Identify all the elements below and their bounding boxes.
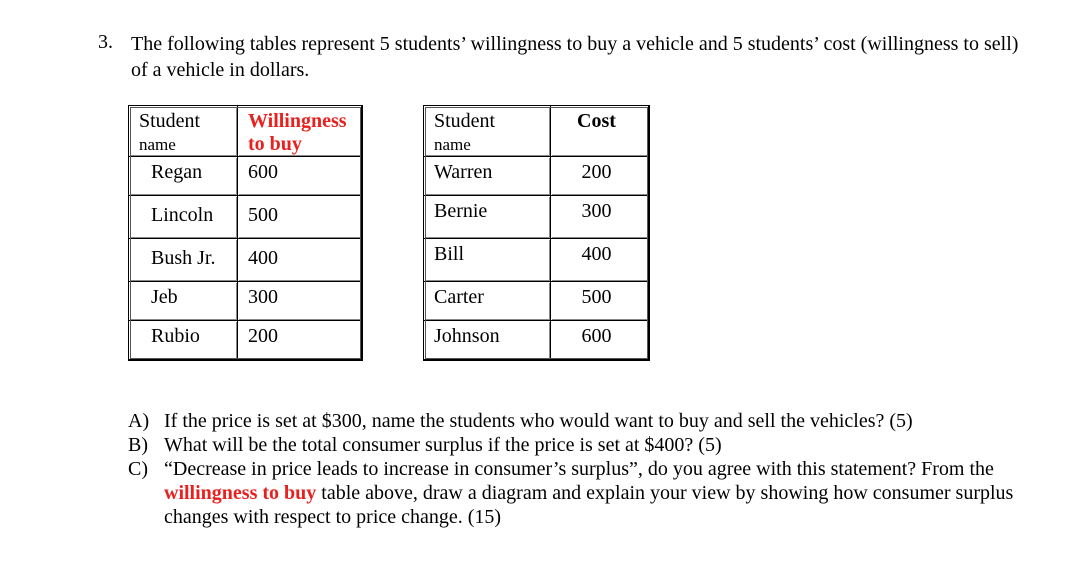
- seller-cost-cell: [551, 282, 650, 321]
- table-row: [129, 196, 363, 239]
- seller-cost-cell: [551, 321, 650, 361]
- buyer-name: Jeb: [151, 286, 178, 308]
- buyer-value-cell: [238, 321, 363, 361]
- table-row: [424, 321, 650, 361]
- sub-question-b: [128, 433, 1028, 457]
- seller-cost: 400: [581, 243, 612, 265]
- table-row: [129, 239, 363, 282]
- header-student: Student: [434, 110, 496, 132]
- seller-name-cell: [424, 239, 551, 282]
- buyer-name-cell: [129, 282, 238, 321]
- seller-cost-cell: [551, 157, 650, 196]
- header-name: name: [139, 135, 176, 154]
- buyer-name-cell: [129, 157, 238, 196]
- seller-name-cell: [424, 196, 551, 239]
- seller-name-cell: [424, 157, 551, 196]
- buyer-value-cell: [238, 157, 363, 196]
- buyer-name-cell: [129, 321, 238, 361]
- header-willingness: Willingness: [248, 110, 347, 132]
- buyer-value: 200: [248, 325, 278, 347]
- table-row: [424, 282, 650, 321]
- sub-question-text-part1: “Decrease in price leads to increase in consumer’s surplus”, do you agree with this statement? From the: [164, 458, 994, 480]
- table-row: [424, 239, 650, 282]
- sub-question-text: If the price is set at $300, name the students who would want to buy and sell the vehicles? (5): [164, 410, 913, 432]
- header-cost: [551, 106, 650, 157]
- header-to-buy: to buy: [248, 133, 302, 155]
- buyer-name: Regan: [151, 161, 203, 183]
- willingness-to-buy-table: [128, 105, 363, 361]
- sub-questions-list: [128, 409, 1028, 529]
- seller-name: Bill: [434, 243, 465, 265]
- seller-cost-cell: [551, 196, 650, 239]
- seller-name: Warren: [434, 161, 493, 183]
- header-student-name: [424, 106, 551, 157]
- header-name: name: [434, 135, 471, 154]
- buyer-value: 600: [248, 161, 278, 183]
- buyer-value-cell: [238, 196, 363, 239]
- seller-name: Carter: [434, 286, 484, 308]
- buyer-name-cell: [129, 239, 238, 282]
- table-row: [424, 157, 650, 196]
- seller-cost-cell: [551, 239, 650, 282]
- seller-name-cell: [424, 282, 551, 321]
- sub-question-text-part2: table above, draw a diagram and explain your view by showing how consumer surplus changes with respect to price change. (15): [164, 482, 1014, 528]
- sub-question-label: B): [128, 434, 148, 456]
- buyer-value-cell: [238, 282, 363, 321]
- sub-question-label: A): [128, 410, 150, 432]
- seller-cost-table: [423, 105, 650, 361]
- header-student: Student: [139, 110, 201, 132]
- highlighted-term: willingness to buy: [164, 482, 317, 504]
- sub-question-text: What will be the total consumer surplus if the price is set at $400? (5): [164, 434, 722, 456]
- question-number: 3.: [98, 31, 113, 53]
- seller-cost: 200: [581, 161, 612, 183]
- header-cost-label: Cost: [577, 110, 616, 132]
- table-row: [129, 321, 363, 361]
- sub-question-a: [128, 409, 1028, 433]
- seller-cost: 500: [581, 286, 612, 308]
- buyer-value: 400: [248, 247, 278, 269]
- buyer-value: 500: [248, 204, 278, 226]
- sub-question-c: [128, 457, 1028, 529]
- seller-name: Johnson: [434, 325, 500, 347]
- table-row: [129, 157, 363, 196]
- question-text: The following tables represent 5 students’ willingness to buy a vehicle and 5 students’ cost (willingness to sell) of a vehicle in dollars.: [131, 33, 1019, 81]
- seller-cost: 300: [581, 200, 612, 222]
- table-row: [424, 196, 650, 239]
- seller-name: Bernie: [434, 200, 488, 222]
- table-header-row: [129, 106, 363, 157]
- buyer-name-cell: [129, 196, 238, 239]
- table-row: [129, 282, 363, 321]
- seller-cost: 600: [581, 325, 612, 347]
- buyer-value-cell: [238, 239, 363, 282]
- header-willingness-to-buy: [238, 106, 363, 157]
- seller-name-cell: [424, 321, 551, 361]
- buyer-value: 300: [248, 286, 278, 308]
- buyer-name: Lincoln: [151, 204, 214, 226]
- header-student-name: [129, 106, 238, 157]
- buyer-name: Bush Jr.: [151, 247, 216, 269]
- table-header-row: [424, 106, 650, 157]
- buyer-name: Rubio: [151, 325, 200, 347]
- sub-question-label: C): [128, 458, 148, 480]
